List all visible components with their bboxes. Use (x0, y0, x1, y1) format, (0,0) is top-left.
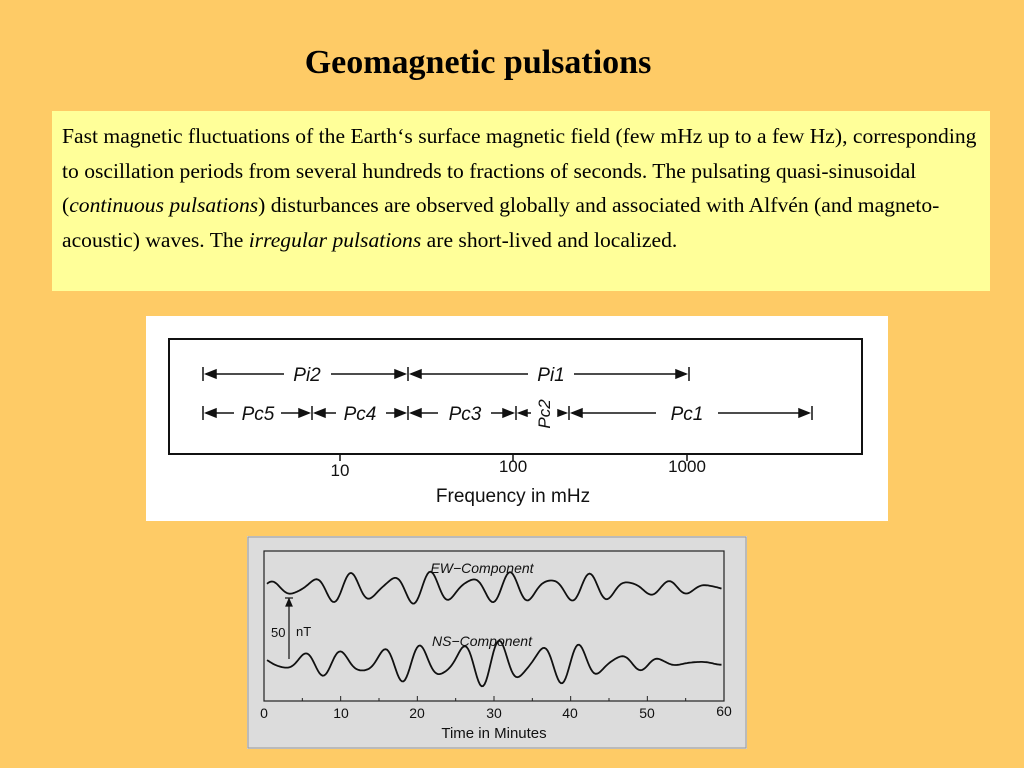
pc4-left-arrow (315, 409, 325, 417)
time-axis-label: Time in Minutes (441, 725, 547, 742)
band-label-pi2: Pi2 (293, 365, 321, 386)
description-em-continuous: continuous pulsations (69, 193, 259, 217)
description-text-1: Fast magnetic fluctuations of the Earth‘s surface magnetic field (few mHz up to a few Hz), corresponding to oscillation periods from several hundreds to fractions of seconds. The pulsating quasi-sinusoidal ( (62, 124, 977, 217)
time-tick-60: 60 (716, 703, 732, 719)
pc2-right-arrow (558, 410, 566, 416)
band-label-pc5: Pc5 (241, 404, 275, 425)
scale-bar (285, 598, 293, 659)
frequency-axis-label: Frequency in mHz (435, 486, 591, 507)
description-box (52, 111, 990, 291)
row-pi (203, 367, 689, 381)
pc5-right-arrow (299, 409, 309, 417)
time-tick-20: 20 (409, 705, 425, 721)
ew-component-trace (267, 572, 722, 604)
time-tick-0: 0 (260, 705, 268, 721)
scale-value: 50 (271, 625, 286, 640)
frequency-band-diagram (146, 316, 888, 521)
waveform-plot (247, 536, 747, 749)
time-tick-10: 10 (333, 705, 349, 721)
waveform-svg (247, 536, 747, 749)
time-axis-ticks (264, 696, 724, 701)
pc4-right-arrow (395, 409, 405, 417)
pi1-left-arrow (411, 370, 421, 378)
scale-unit: nT (296, 624, 312, 639)
ns-component-label: NS−Component (431, 633, 533, 649)
pc3-right-arrow (503, 409, 513, 417)
time-tick-50: 50 (639, 705, 655, 721)
description-em-irregular: irregular pulsations (248, 227, 422, 252)
pc2-left-arrow (519, 410, 527, 416)
pc3-left-arrow (411, 409, 421, 417)
slide-title (0, 44, 1024, 82)
description-text-3: are short-lived and localized. (421, 227, 678, 252)
ew-component-label: EW−Component (430, 560, 534, 576)
description-text-2: ) disturbances are observed globally and associated with Alfvén (and magneto-acoustic) waves. The (62, 193, 940, 252)
pc1-left-arrow (572, 409, 582, 417)
band-label-pc4: Pc4 (343, 404, 377, 425)
pi2-left-arrow (206, 370, 216, 378)
time-tick-30: 30 (486, 705, 502, 721)
band-label-pi1: Pi1 (537, 365, 565, 386)
pi2-right-arrow (395, 370, 405, 378)
frequency-band-svg (146, 316, 888, 521)
pc5-left-arrow (206, 409, 216, 417)
slide-title-text: Geomagnetic pulsations (304, 44, 652, 81)
band-label-pc3: Pc3 (448, 404, 482, 425)
tick-label-100: 100 (498, 457, 528, 476)
scale-bar-arrow (286, 599, 292, 606)
row-pc (203, 406, 812, 420)
pc1-right-arrow (799, 409, 809, 417)
tick-label-10: 10 (330, 461, 350, 480)
band-label-pc2: Pc2 (535, 399, 554, 429)
band-label-pc1: Pc1 (670, 404, 704, 425)
pi1-right-arrow (676, 370, 686, 378)
tick-label-1000: 1000 (668, 457, 706, 476)
time-tick-40: 40 (562, 705, 578, 721)
band-frame (169, 339, 862, 454)
